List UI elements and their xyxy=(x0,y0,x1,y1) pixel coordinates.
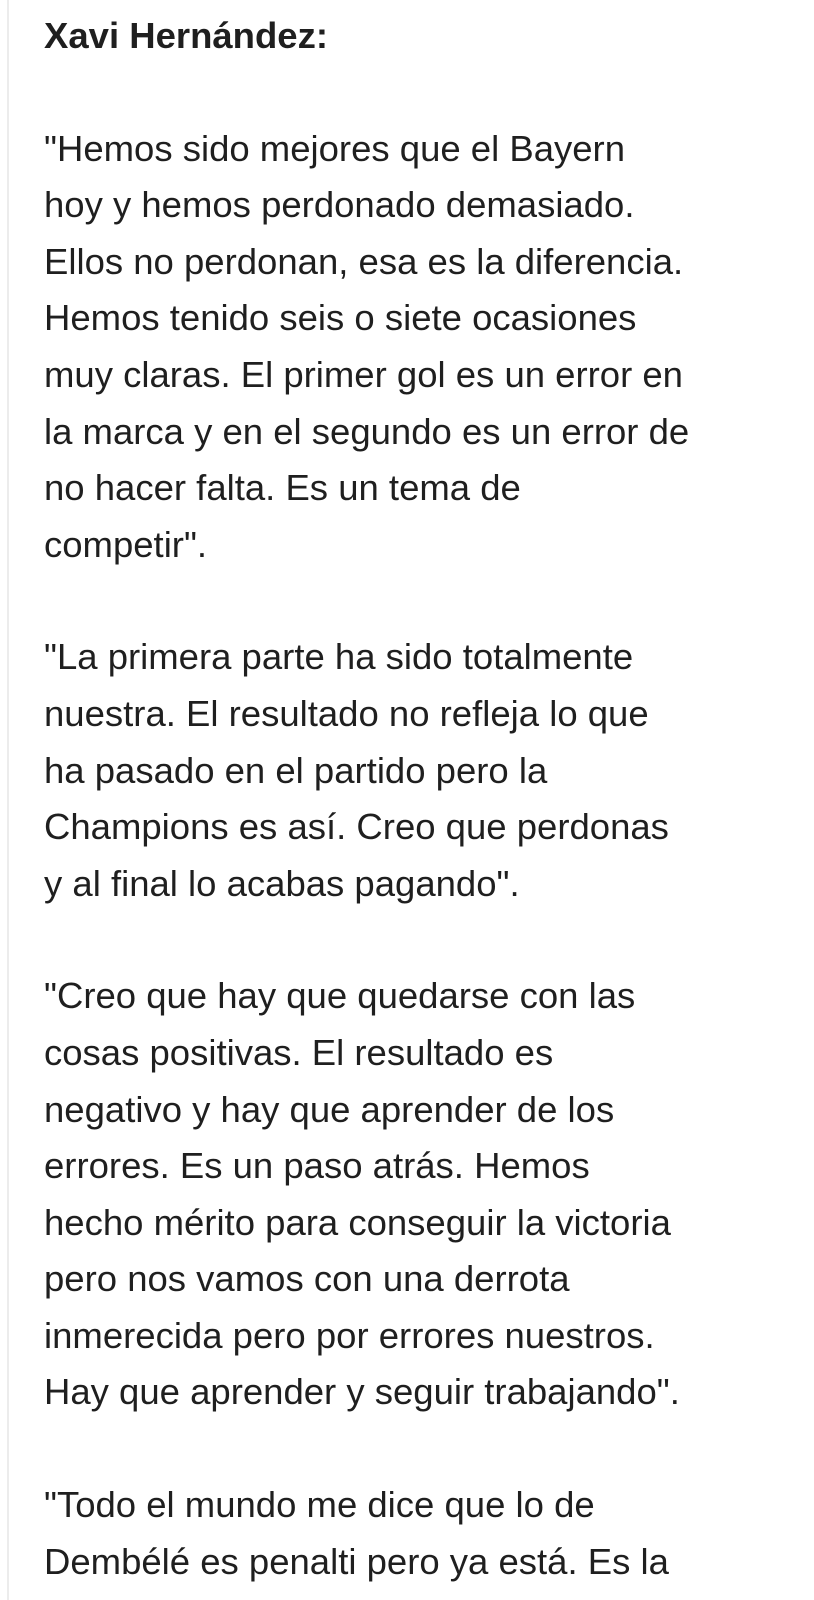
quote-paragraph-4 xyxy=(44,1477,804,1590)
text-line: no hacer falta. Es un tema de xyxy=(44,467,521,509)
text-line: cosas positivas. El resultado es xyxy=(44,1031,554,1073)
thread-rule xyxy=(7,0,9,1600)
text-line: pero nos vamos con una derrota xyxy=(44,1258,570,1300)
text-line: nuestra. El resultado no refleja lo que xyxy=(44,692,649,734)
text-line: Hemos tenido seis o siete ocasiones xyxy=(44,297,637,339)
text-line: "Hemos sido mejores que el Bayern xyxy=(44,127,626,169)
post-body xyxy=(44,8,804,1600)
text-line: "Todo el mundo me dice que lo de xyxy=(44,1484,595,1526)
text-line: negativo y hay que aprender de los xyxy=(44,1088,615,1130)
text-line: competir". xyxy=(44,523,208,565)
text-line: y al final lo acabas pagando". xyxy=(44,862,520,904)
text-line: Dembélé es penalti pero ya está. Es la xyxy=(44,1540,669,1582)
text-line: hoy y hemos perdonado demasiado. xyxy=(44,184,635,226)
text-line: "La primera parte ha sido totalmente xyxy=(44,636,634,678)
text-line: hecho mérito para conseguir la victoria xyxy=(44,1201,671,1243)
text-line: ha pasado en el partido pero la xyxy=(44,749,548,791)
text-line: inmerecida pero por errores nuestros. xyxy=(44,1314,655,1356)
post-title: Xavi Hernández: xyxy=(44,15,328,56)
quote-paragraph-3 xyxy=(44,968,804,1421)
quote-paragraph-2 xyxy=(44,629,804,912)
text-line: la marca y en el segundo es un error de xyxy=(44,410,690,452)
quote-paragraph-1 xyxy=(44,121,804,574)
text-line: Ellos no perdonan, esa es la diferencia. xyxy=(44,240,684,282)
text-line: muy claras. El primer gol es un error en xyxy=(44,353,683,395)
text-line: Champions es así. Creo que perdonas xyxy=(44,806,669,848)
text-line: errores. Es un paso atrás. Hemos xyxy=(44,1145,590,1187)
text-line: "Creo que hay que quedarse con las xyxy=(44,975,636,1017)
text-line: Hay que aprender y seguir trabajando". xyxy=(44,1371,680,1413)
